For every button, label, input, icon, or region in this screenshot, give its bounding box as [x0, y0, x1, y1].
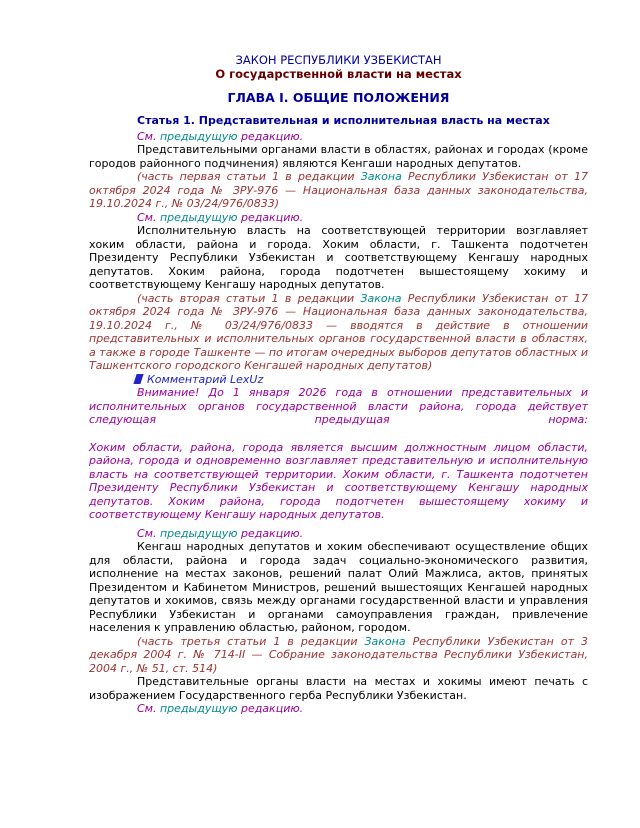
notice-word-3: норма: — [548, 413, 588, 426]
notice-word-2: предыдущая — [314, 413, 390, 426]
see-note-prefix: См. — [137, 526, 160, 540]
amendment-1-prefix: (часть первая статьи 1 в редакции — [137, 170, 361, 183]
see-note-suffix: редакцию. — [237, 702, 304, 715]
lexuz-comment-label: Комментарий LexUz — [147, 372, 264, 386]
amendment-2-prefix: (часть вторая статьи 1 в редакции — [137, 291, 361, 305]
see-note-prefix: См. — [137, 129, 160, 143]
amendment-2-suffix: Республики Узбекистан от 17 октября 2024 года № ЗРУ-976 — Национальная база данных законодательства, 19.10.2024 г., № 03/24/976/0833 — вводятся в действие в отношении представительных и исполнительных органов государственной власти в областях, а также в городе Ташкенте — по итогам очередных выборов депутатов областных и Ташкентского городского Кенгашей народных депутатов) — [89, 291, 588, 372]
see-note-prefix: См. — [137, 702, 160, 715]
amendment-3-suffix: Республики Узбекистан от 3 декабря 2004 г. № 714-II — Собрание законодательства Республики Узбекистан, 2004 г., № 51, ст. 514) — [89, 634, 588, 675]
see-previous-edition-note — [89, 527, 588, 541]
chapter-heading: ГЛАВА I. ОБЩИЕ ПОЛОЖЕНИЯ — [227, 90, 450, 105]
previous-edition-link[interactable]: предыдущую — [159, 210, 238, 224]
previous-norm-text: Хоким области, района, города является высшим должностным лицом области, района, города и одновременно возглавляет представительную и исполнительную власть на соответствующей территории. Хоким области, г. Ташкента подотчетен Президенту Республики Узбекистан и соответствующему Кенгашу народных депутатов. Хоким района, города подотчетен вышестоящему хокиму и соответствующему Кенгашу народных депутатов. — [89, 440, 588, 521]
see-previous-edition-note — [89, 702, 588, 716]
previous-edition-link[interactable]: предыдущую — [159, 129, 238, 143]
lexuz-flag-icon — [131, 374, 143, 384]
notice-word-1: следующая — [89, 413, 156, 426]
amendment-3-prefix: (часть третья статьи 1 в редакции — [137, 634, 365, 648]
article-paragraph-4: Представительные органы власти на местах и хокимы имеют печать с изображением Государственного герба Республики Узбекистан. — [89, 675, 588, 702]
previous-edition-link[interactable]: предыдущую — [159, 702, 238, 715]
article-heading: Статья 1. Представительная и исполнительная власть на местах — [137, 114, 550, 127]
article-paragraph-3: Кенгаш народных депутатов и хоким обеспечивают осуществление общих для области, района и города задач социально-экономического развития, исполнение на местах законов, решений палат Олий Мажлиса, актов, принятых Президентом и Кабинетом Министров, решений вышестоящих Кенгашей народных депутатов и хокимов, связь между органами государственной власти и управления Республики Узбекистан и органами самоуправления граждан, привлечение населения к управлению областью, районом, городом. — [89, 540, 588, 634]
see-note-suffix: редакцию. — [237, 210, 304, 224]
notice-paragraph: Внимание! До 1 января 2026 года в отношении представительных и исполнительных органов государственной власти района, города действует — [89, 386, 588, 413]
law-link-2[interactable]: Закона — [360, 291, 402, 305]
see-note-suffix: редакцию. — [237, 129, 304, 143]
law-link-1[interactable]: Закона — [360, 170, 402, 183]
law-link-3[interactable]: Закона — [364, 634, 406, 648]
amendment-1-suffix: Республики Узбекистан от 17 октября 2024 года № ЗРУ-976 — Национальная база данных законодательства, 19.10.2024 г., № 03/24/976/0833) — [89, 170, 588, 210]
article-paragraph-1: Представительными органами власти в областях, районах и городах (кроме городов районного подчинения) являются Кенгаши народных депутатов. — [89, 143, 588, 170]
see-previous-edition-note — [89, 130, 588, 144]
document-title: О государственной власти на местах — [215, 66, 462, 81]
see-previous-edition-note — [89, 211, 588, 225]
document-type-title: ЗАКОН РЕСПУБЛИКИ УЗБЕКИСТАН — [235, 53, 442, 67]
see-note-prefix: См. — [137, 210, 160, 224]
amendment-note-2 — [89, 292, 588, 373]
amendment-note-1 — [89, 170, 588, 211]
article-paragraph-2: Исполнительную власть на соответствующей территории возглавляет хоким области, района и города. Хоким области, г. Ташкента подотчетен Президенту Республики Узбекистан и соответствующему Кенгашу народных депутатов. Хоким района, города подотчетен вышестоящему хокиму и соответствующему Кенгашу народных депутатов. — [89, 224, 588, 291]
amendment-note-3 — [89, 635, 588, 676]
notice-spread-line — [89, 413, 588, 427]
previous-edition-link[interactable]: предыдущую — [159, 526, 238, 540]
lexuz-comment-row — [89, 373, 588, 387]
see-note-suffix: редакцию. — [237, 526, 304, 540]
